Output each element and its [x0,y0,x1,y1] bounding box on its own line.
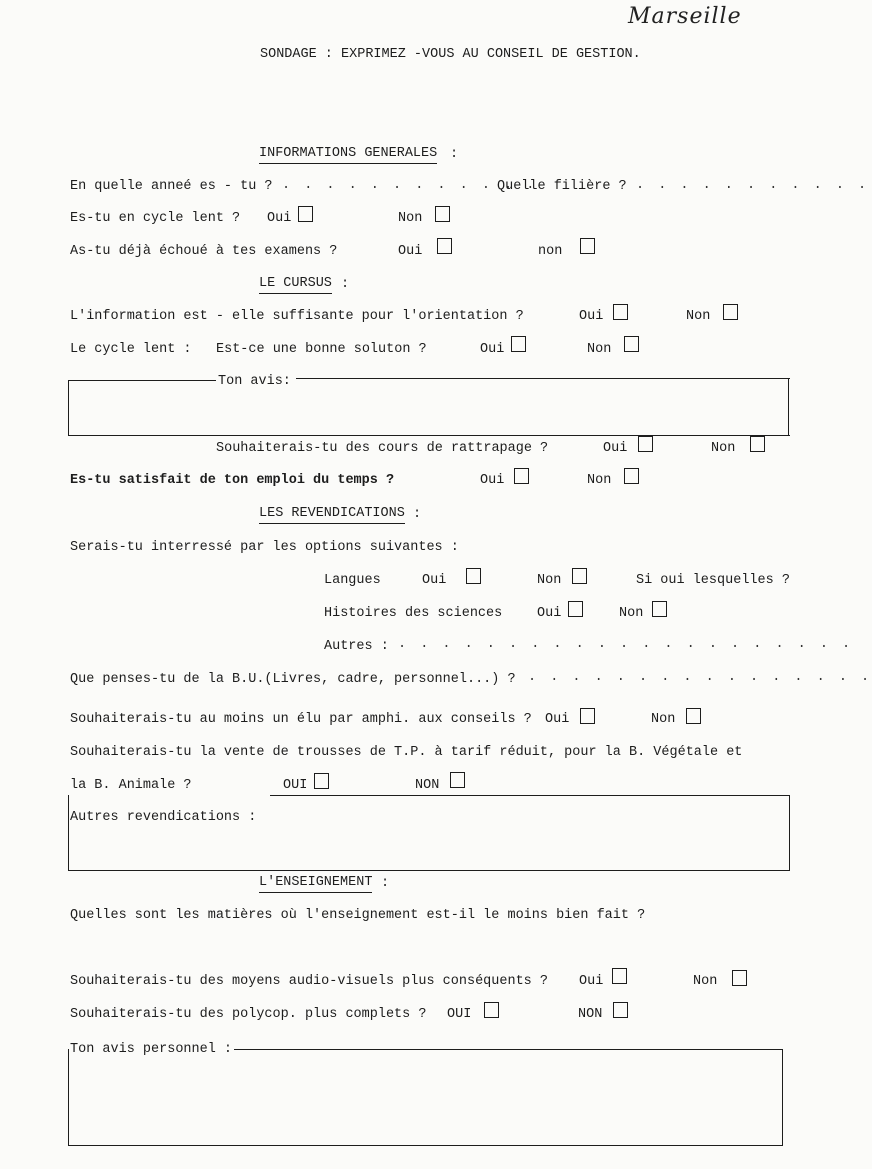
checkbox-information-non[interactable] [723,304,738,320]
option-non-label: Non [587,342,612,357]
option-oui-label: OUI [283,778,308,793]
checkbox-echoue-non[interactable] [580,238,595,254]
section-heading-general: INFORMATIONS GENERALES [259,146,437,164]
option-oui-label: Oui [267,211,292,226]
autres-revendications-textarea[interactable] [72,830,788,870]
option-non-label: NON [415,778,440,793]
form-title: SONDAGE : EXPRIMEZ -VOUS AU CONSEIL DE GESTION. [260,47,641,62]
option-non-label: Non [693,974,718,989]
option-non-label: Non [711,441,736,456]
section-heading-colon: : [413,507,422,522]
checkbox-histoire-non[interactable] [652,601,667,617]
avis-label: Ton avis: [218,374,291,389]
option-non-label: non [538,244,563,259]
question-options: Serais-tu interressé par les options suivantes : [70,540,459,555]
option-non-label: Non [398,211,423,226]
checkbox-cycle-lent-non[interactable] [435,206,450,222]
autres-revendications-label: Autres revendications : [70,810,257,825]
option-autres-label: Autres : [324,639,389,654]
question-elu: Souhaiterais-tu au moins un élu par amphi. aux conseils ? [70,712,532,727]
option-non-label: NON [578,1007,603,1022]
checkbox-elu-oui[interactable] [580,708,595,724]
answer-line-annee[interactable]: . . . . . . . . . . . . [282,178,538,193]
checkbox-satisfait-oui[interactable] [514,468,529,484]
section-heading-revendications: LES REVENDICATIONS [259,506,405,524]
checkbox-satisfait-non[interactable] [624,468,639,484]
option-oui-label: Oui [480,342,505,357]
option-non-label: Non [537,573,562,588]
avis-box-right-edge [788,378,789,436]
question-annee: En quelle anneé es - tu ? [70,179,273,194]
checkbox-bonne-solution-oui[interactable] [511,336,526,352]
question-trousses-line2: la B. Animale ? [70,778,192,793]
section-heading-colon: : [381,876,390,891]
checkbox-elu-non[interactable] [686,708,701,724]
option-oui-label: Oui [398,244,423,259]
question-si-oui: Si oui lesquelles ? [636,573,790,588]
question-bu: Que penses-tu de la B.U.(Livres, cadre, personnel...) ? [70,672,516,687]
option-oui-label: Oui [537,606,562,621]
option-oui-label: OUI [447,1007,472,1022]
matieres-textarea[interactable] [70,928,784,970]
question-bonne-solution: Est-ce une bonne soluton ? [216,342,427,357]
question-filiere: Quelle filière ? [497,179,627,194]
question-audio: Souhaiterais-tu des moyens audio-visuels plus conséquents ? [70,974,548,989]
section-heading-cursus: LE CURSUS [259,276,332,294]
handwritten-city-note: Marseille [628,4,742,29]
option-oui-label: Oui [422,573,447,588]
checkbox-polycop-oui[interactable] [484,1002,499,1018]
option-non-label: Non [686,309,711,324]
question-trousses-line1: Souhaiterais-tu la vente de trousses de T.P. à tarif réduit, pour la B. Végétale et [70,745,743,760]
option-histoire-label: Histoires des sciences [324,606,503,621]
option-non-label: Non [619,606,644,621]
question-matieres: Quelles sont les matières où l'enseignement est-il le moins bien fait ? [70,908,646,923]
section-heading-enseignement: L'ENSEIGNEMENT [259,875,372,893]
option-oui-label: Oui [603,441,628,456]
checkbox-information-oui[interactable] [613,304,628,320]
option-langues-label: Langues [324,573,381,588]
option-oui-label: Oui [579,309,604,324]
checkbox-rattrapage-oui[interactable] [638,436,653,452]
answer-line-bu[interactable]: . . . . . . . . . . . . . . . . [528,670,872,685]
option-oui-label: Oui [480,473,505,488]
checkbox-langues-oui[interactable] [466,568,481,584]
checkbox-echoue-oui[interactable] [437,238,452,254]
checkbox-trousses-non[interactable] [450,772,465,788]
avis-textarea[interactable] [72,384,788,436]
checkbox-histoire-oui[interactable] [568,601,583,617]
option-non-label: Non [651,712,676,727]
checkbox-polycop-non[interactable] [613,1002,628,1018]
checkbox-cycle-lent-oui[interactable] [298,206,313,222]
answer-line-autres[interactable]: . . . . . . . . . . . . . . . . . . . . . [398,637,854,652]
section-heading-colon: : [341,277,350,292]
checkbox-audio-oui[interactable] [612,968,627,984]
option-non-label: Non [587,473,612,488]
question-information: L'information est - elle suffisante pour l'orientation ? [70,309,524,324]
question-cycle-lent: Es-tu en cycle lent ? [70,211,241,226]
answer-line-filiere[interactable]: . . . . . . . . . . . [636,178,870,193]
option-oui-label: Oui [545,712,570,727]
option-oui-label: Oui [579,974,604,989]
checkbox-rattrapage-non[interactable] [750,436,765,452]
avis-top-line-right [296,378,790,379]
checkbox-bonne-solution-non[interactable] [624,336,639,352]
question-cycle-lent-label: Le cycle lent : [70,342,192,357]
question-echoue: As-tu déjà échoué à tes examens ? [70,244,338,259]
avis-personnel-label: Ton avis personnel : [70,1042,233,1057]
checkbox-audio-non[interactable] [732,970,747,986]
question-rattrapage: Souhaiterais-tu des cours de rattrapage ? [216,441,549,456]
section-heading-colon: : [450,147,459,162]
question-satisfait: Es-tu satisfait de ton emploi du temps ? [70,473,395,488]
checkbox-langues-non[interactable] [572,568,587,584]
avis-personnel-textarea[interactable] [72,1064,782,1146]
question-polycop: Souhaiterais-tu des polycop. plus complets ? [70,1007,427,1022]
checkbox-trousses-oui[interactable] [314,773,329,789]
